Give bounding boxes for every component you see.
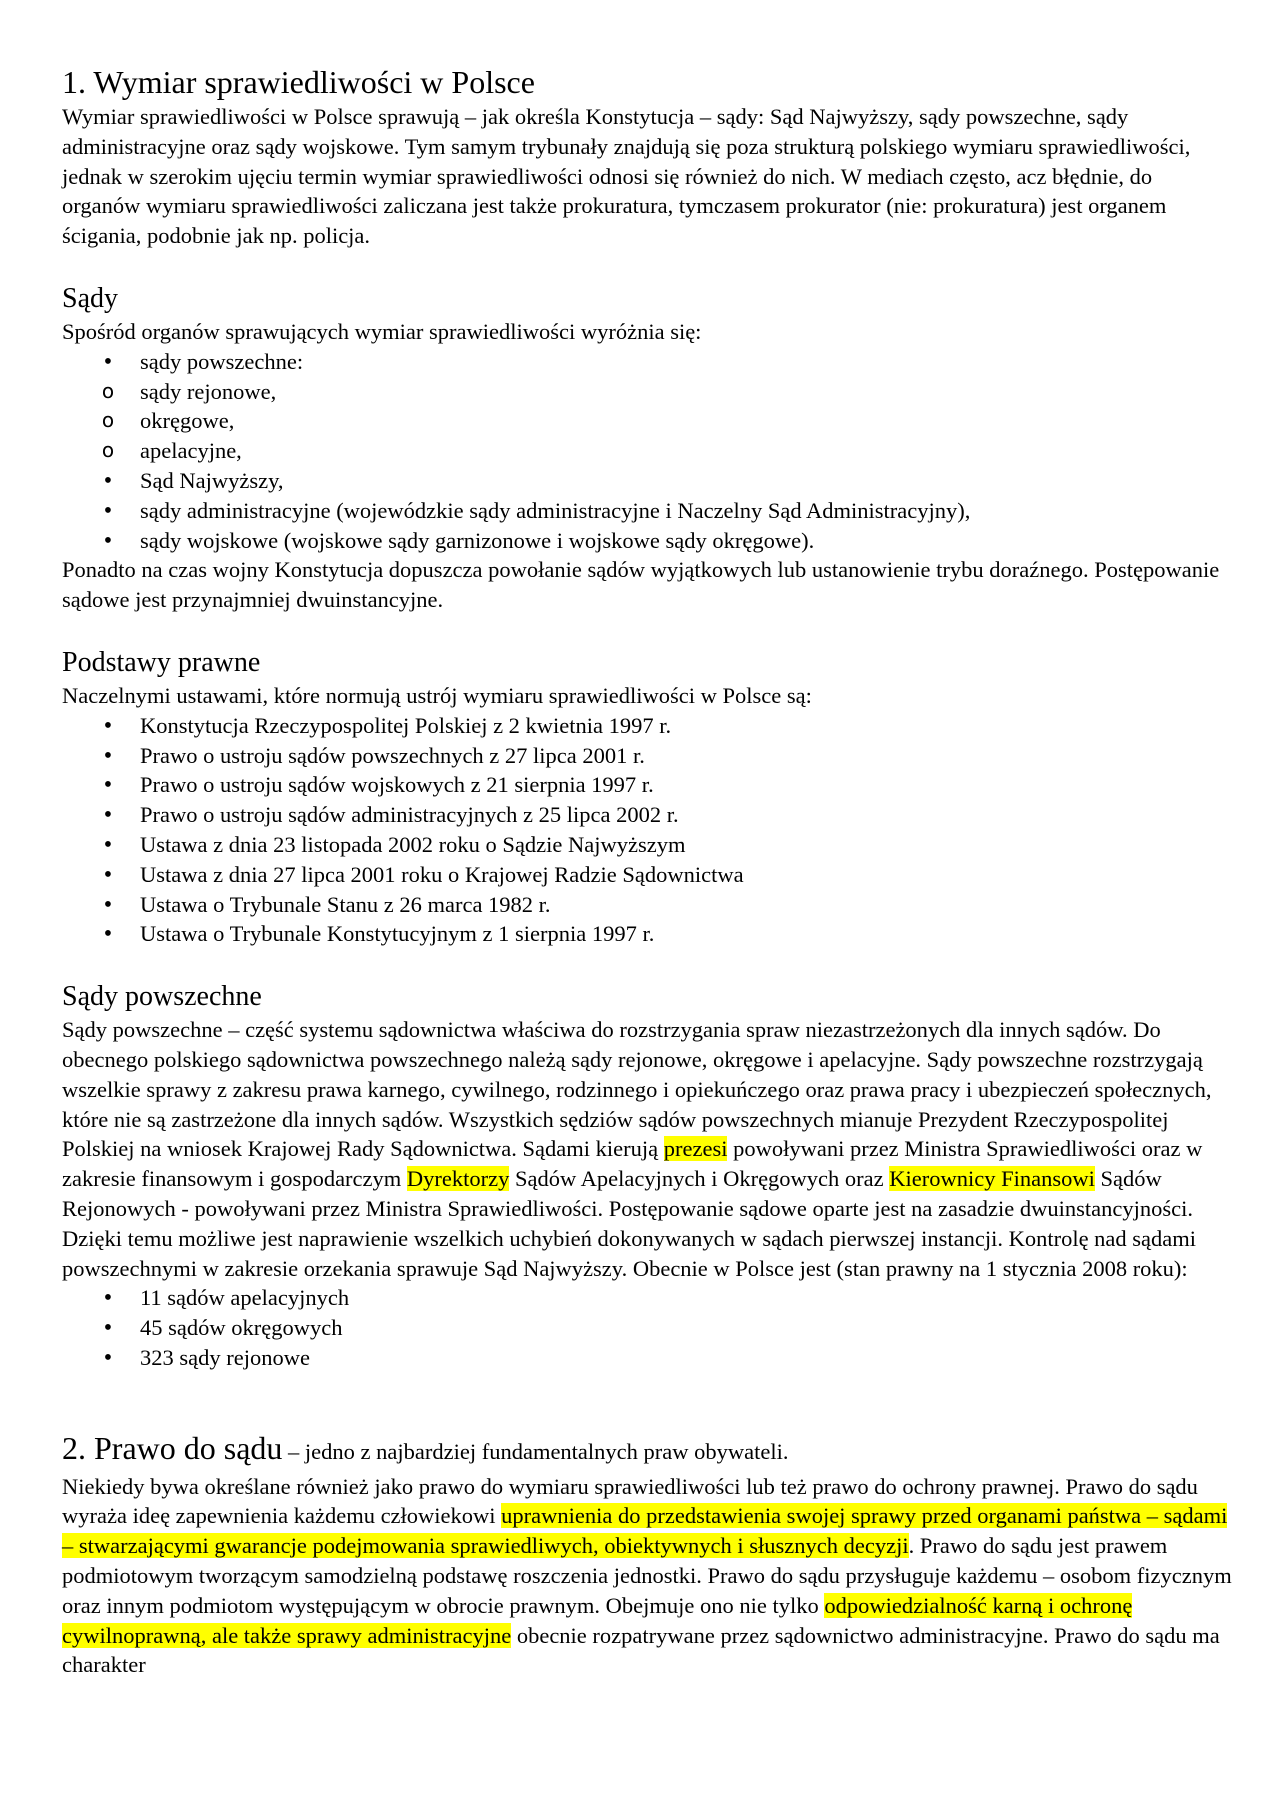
highlight-dyrektorzy: Dyrektorzy — [406, 1166, 510, 1192]
section-2-title-text: 2. Prawo do sądu — [62, 1429, 283, 1466]
sady-list-item — [62, 406, 1232, 436]
bullet-icon — [98, 890, 118, 921]
powszechne-list-item-text: 323 sądy rejonowe — [140, 1344, 310, 1370]
section-1-title: 1. Wymiar sprawiedliwości w Polsce — [62, 64, 535, 100]
powszechne-list-item-text: 45 sądów okręgowych — [140, 1315, 343, 1341]
podstawy-list-item — [62, 800, 1232, 830]
podstawy-list-item-text: Prawo o ustroju sądów powszechnych z 27 lipca 2001 r. — [140, 742, 645, 768]
powszechne-heading: Sądy powszechne — [62, 981, 262, 1013]
document-content — [62, 62, 1232, 1680]
podstawy-list — [62, 711, 1232, 949]
bullet-icon — [98, 1283, 118, 1314]
powszechne-text-1: Sądy powszechne – część systemu sądownictwa właściwa do rozstrzygania spraw niezastrzeżonych dla innych sądów. Do obecnego polskiego sądownictwa powszechnego należą sądy rejonowe, okręgowe i apelacyjne. Sądy powszechne rozstrzygają wszelkie sprawy z zakresu prawa karnego, cywilnego, rodzinnego i opiekuńczego oraz prawa pracy i ubezpieczeń społecznych, które nie są zastrzeżone dla innych sądów. Wszystkich sędziów sądów powszechnych mianuje Prezydent Rzeczypospolitej Polskiej na wniosek Krajowej Rady Sądownictwa. Sądami kierują — [62, 1017, 1212, 1162]
bullet-icon — [98, 770, 118, 801]
bullet-icon — [98, 711, 118, 742]
bullet-icon — [98, 526, 118, 557]
podstawy-list-item — [62, 830, 1232, 860]
powszechne-text-3: Sądów Apelacyjnych i Okręgowych oraz — [509, 1166, 890, 1192]
powszechne-text-4: Sądów Rejonowych - powoływani przez Ministra Sprawiedliwości. Postępowanie sądowe oparte jest na zasadzie dwuinstancyjności. Dzięki temu możliwe jest naprawienie wszelkich uchybień dokonywanych w sądach pierwszej instancji. Kontrolę nad sądami powszechnymi w zakresie orzekania sprawuje Sąd Najwyższy. Obecnie w Polsce jest (stan prawny na 1 stycznia 2008 roku): — [62, 1166, 1197, 1281]
s2-text-1: Niekiedy bywa określane również jako prawo do wymiaru sprawiedliwości lub też prawo do ochrony prawnej. Prawo do sądu wyraża ideę zapewnienia każdemu człowiekowi — [62, 1473, 1198, 1529]
bullet-icon — [98, 860, 118, 891]
highlight-kierownicy: Kierownicy Finansowi — [889, 1166, 1095, 1192]
bullet-icon — [98, 919, 118, 950]
podstawy-list-item — [62, 860, 1232, 890]
powszechne-list-item — [62, 1283, 1232, 1313]
sady-list-item-text: sądy rejonowe, — [140, 378, 277, 404]
bullet-icon — [98, 830, 118, 861]
bullet-icon — [98, 466, 118, 497]
podstawy-list-item-text: Ustawa o Trybunale Stanu z 26 marca 1982 r. — [140, 891, 551, 917]
podstawy-list-item-text: Ustawa o Trybunale Konstytucyjnym z 1 sierpnia 1997 r. — [140, 921, 655, 947]
podstawy-list-item-text: Ustawa z dnia 23 listopada 2002 roku o Sądzie Najwyższym — [140, 831, 686, 857]
highlight-odpowiedzialnosc: odpowiedzialność karną i ochronę cywilnoprawną, ale także sprawy administracyjne — [62, 1592, 1133, 1648]
circle-bullet-icon: o — [101, 408, 115, 433]
podstawy-list-item — [62, 890, 1232, 920]
circle-bullet-icon: o — [101, 378, 115, 403]
sady-list-item-text: Sąd Najwyższy, — [140, 467, 284, 493]
sady-list-item — [62, 377, 1232, 407]
powszechne-list-item — [62, 1343, 1232, 1373]
powszechne-list — [62, 1283, 1232, 1372]
sady-list-item-text: okręgowe, — [140, 408, 235, 434]
sady-list-item — [62, 436, 1232, 466]
s2-text-3: obecnie rozpatrywane przez sądownictwo administracyjne. Prawo do sądu ma charakter — [62, 1622, 1220, 1678]
sady-list-item — [62, 347, 1232, 377]
section-2-title — [62, 1428, 1232, 1472]
sady-list-item — [62, 526, 1232, 556]
podstawy-list-item — [62, 770, 1232, 800]
podstawy-heading: Podstawy prawne — [62, 646, 261, 678]
podstawy-list-item-text: Prawo o ustroju sądów administracyjnych z 25 lipca 2002 r. — [140, 802, 679, 828]
section-2-subtitle: – jedno z najbardziej fundamentalnych praw obywateli. — [282, 1438, 789, 1464]
highlight-uprawnienia: uprawnienia do przedstawienia swojej sprawy przed organami państwa – sądami – stwarzającymi gwarancje podejmowania sprawiedliwych, obiektywnych i słusznych decyzji — [62, 1503, 1228, 1559]
sady-outro: Ponadto na czas wojny Konstytucja dopuszcza powołanie sądów wyjątkowych lub ustanowienie trybu doraźnego. Postępowanie sądowe jest przynajmniej dwuinstancyjne. — [62, 557, 1220, 613]
podstawy-list-item-text: Ustawa z dnia 27 lipca 2001 roku o Krajowej Radzie Sądownictwa — [140, 861, 744, 887]
circle-bullet-icon: o — [101, 438, 115, 463]
bullet-icon — [98, 347, 118, 378]
s2-text-2: . Prawo do sądu jest prawem podmiotowym tworzącym samodzielną podstawę roszczenia jednostki. Prawo do sądu przysługuje każdemu – osobom fizycznym oraz innym podmiotom występującym w obrocie prawnym. Obejmuje ono nie tylko — [62, 1533, 1232, 1618]
sady-list-item — [62, 466, 1232, 496]
podstawy-list-item — [62, 741, 1232, 771]
sady-intro: Spośród organów sprawujących wymiar sprawiedliwości wyróżnia się: — [62, 318, 702, 344]
bullet-icon — [98, 1343, 118, 1374]
powszechne-text-2: powoływani przez Ministra Sprawiedliwości oraz w zakresie finansowym i gospodarczym — [62, 1136, 1203, 1192]
bullet-icon — [98, 496, 118, 527]
podstawy-intro: Naczelnymi ustawami, które normują ustrój wymiaru sprawiedliwości w Polsce są: — [62, 682, 812, 708]
sady-list-item-text: sądy powszechne: — [140, 348, 304, 374]
podstawy-list-item-text: Konstytucja Rzeczypospolitej Polskiej z 2 kwietnia 1997 r. — [140, 712, 672, 738]
section-1-paragraph: Wymiar sprawiedliwości w Polsce sprawują – jak określa Konstytucja – sądy: Sąd Najwyższy, sądy powszechne, sądy administracyjne oraz sądy wojskowe. Tym samym trybunały znajdują się poza strukturą polskiego wymiaru sprawiedliwości, jednak w szerokim ujęciu termin wymiar sprawiedliwości odnosi się również do nich. W mediach często, acz błędnie, do organów wymiaru sprawiedliwości zaliczana jest także prokuratura, tymczasem prokurator (nie: prokuratura) jest organem ścigania, podobnie jak np. policja. — [62, 104, 1191, 249]
sady-list-item-text: sądy administracyjne (wojewódzkie sądy administracyjne i Naczelny Sąd Administracyjny), — [140, 497, 971, 523]
sady-list-item-text: sądy wojskowe (wojskowe sądy garnizonowe i wojskowe sądy okręgowe). — [140, 527, 815, 553]
powszechne-list-item-text: 11 sądów apelacyjnych — [140, 1285, 350, 1311]
sady-list-item — [62, 496, 1232, 526]
bullet-icon — [98, 1313, 118, 1344]
bullet-icon — [98, 741, 118, 772]
powszechne-paragraph — [62, 1015, 1232, 1283]
sady-heading: Sądy — [62, 282, 118, 314]
powszechne-list-item — [62, 1313, 1232, 1343]
sady-list-item-text: apelacyjne, — [140, 438, 242, 464]
podstawy-list-item-text: Prawo o ustroju sądów wojskowych z 21 sierpnia 1997 r. — [140, 772, 654, 798]
bullet-icon — [98, 800, 118, 831]
section-2-paragraph — [62, 1472, 1232, 1681]
podstawy-list-item — [62, 711, 1232, 741]
sady-list — [62, 347, 1232, 556]
podstawy-list-item — [62, 919, 1232, 949]
highlight-prezesi: prezesi — [663, 1136, 728, 1162]
